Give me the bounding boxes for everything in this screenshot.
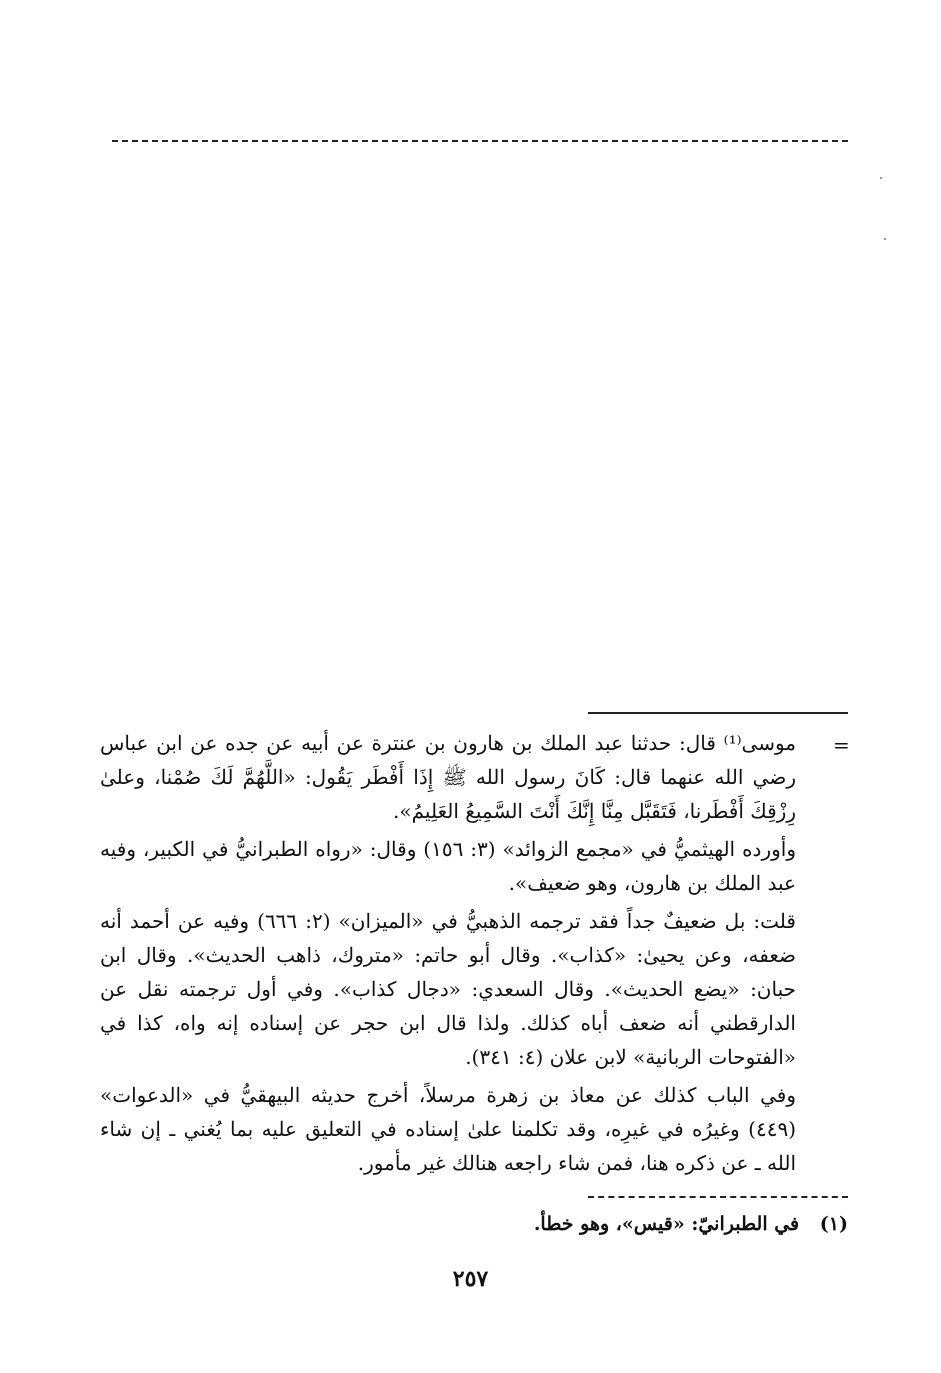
paragraph-hadith: موسى⁽¹⁾ قال: حدثنا عبد الملك بن هارون بن عنترة عن أبيه عن جده عن ابن عباس رضي الله عنهما قال: كَانَ رسول الله ﷺ إِذَا أَفْطَر يَقُول: «اللَّهُمَّ لَكَ صُمْنا، وعلىٰ رِزْقِكَ أَفْطَرنا، فَتَقَبَّل مِنَّا إِنَّكَ أَنْتَ السَّمِيعُ العَلِيمُ». (100, 731, 796, 823)
footnote-body-text (100, 726, 796, 1184)
footnote (100, 1208, 848, 1240)
scan-speck (880, 177, 882, 179)
top-dashed-separator (112, 140, 848, 142)
paragraph-mursal: وفي الباب كذلك عن معاذ بن زهرة مرسلاً، أخرج حديثه البيهقيُّ في «الدعوات» (٤٤٩) وغيرُه في غيرِه، وقد تكلمنا علىٰ إسناده في التعليق عليه بما يُغني ـ إن شاء الله ـ عن ذكره هنا، فمن شاء راجعه هنالك غير مأمور. (100, 1083, 796, 1175)
scan-speck (884, 238, 886, 240)
continuation-mark: = (833, 733, 850, 757)
footnote-text: في الطبرانيّ: «قيس»، وهو خطأ. (533, 1213, 800, 1235)
footnote-section-rule (588, 712, 848, 714)
page-number: ٢٥٧ (452, 1266, 489, 1292)
paragraph-critique: قلت: بل ضعيفٌ جداً فقد ترجمه الذهبيُّ في «الميزان» (٢: ٦٦٦) وفيه عن أحمد أنه ضعفه، وعن يحيىٰ: «كذاب». وقال أبو حاتم: «متروك، ذاهب الحديث». وقال ابن حبان: «يضع الحديث». وقال السعدي: «دجال كذاب». وفي أول ترجمته نقل عن الدارقطني أنه ضعف أباه كذلك. ولذا قال ابن حجر عن إسناده إنه واه، كذا في «الفتوحات الربانية» لابن علان (٤: ٣٤١). (100, 909, 796, 1069)
footnote-number: (١) (819, 1213, 848, 1235)
paragraph-haythami: وأورده الهيثميُّ في «مجمع الزوائد» (٣: ١٥٦) وقال: «رواه الطبرانيُّ في الكبير، وفيه عبد الملك بن هارون، وهو ضعيف». (100, 837, 796, 895)
footnote-dashed-separator (588, 1196, 848, 1198)
